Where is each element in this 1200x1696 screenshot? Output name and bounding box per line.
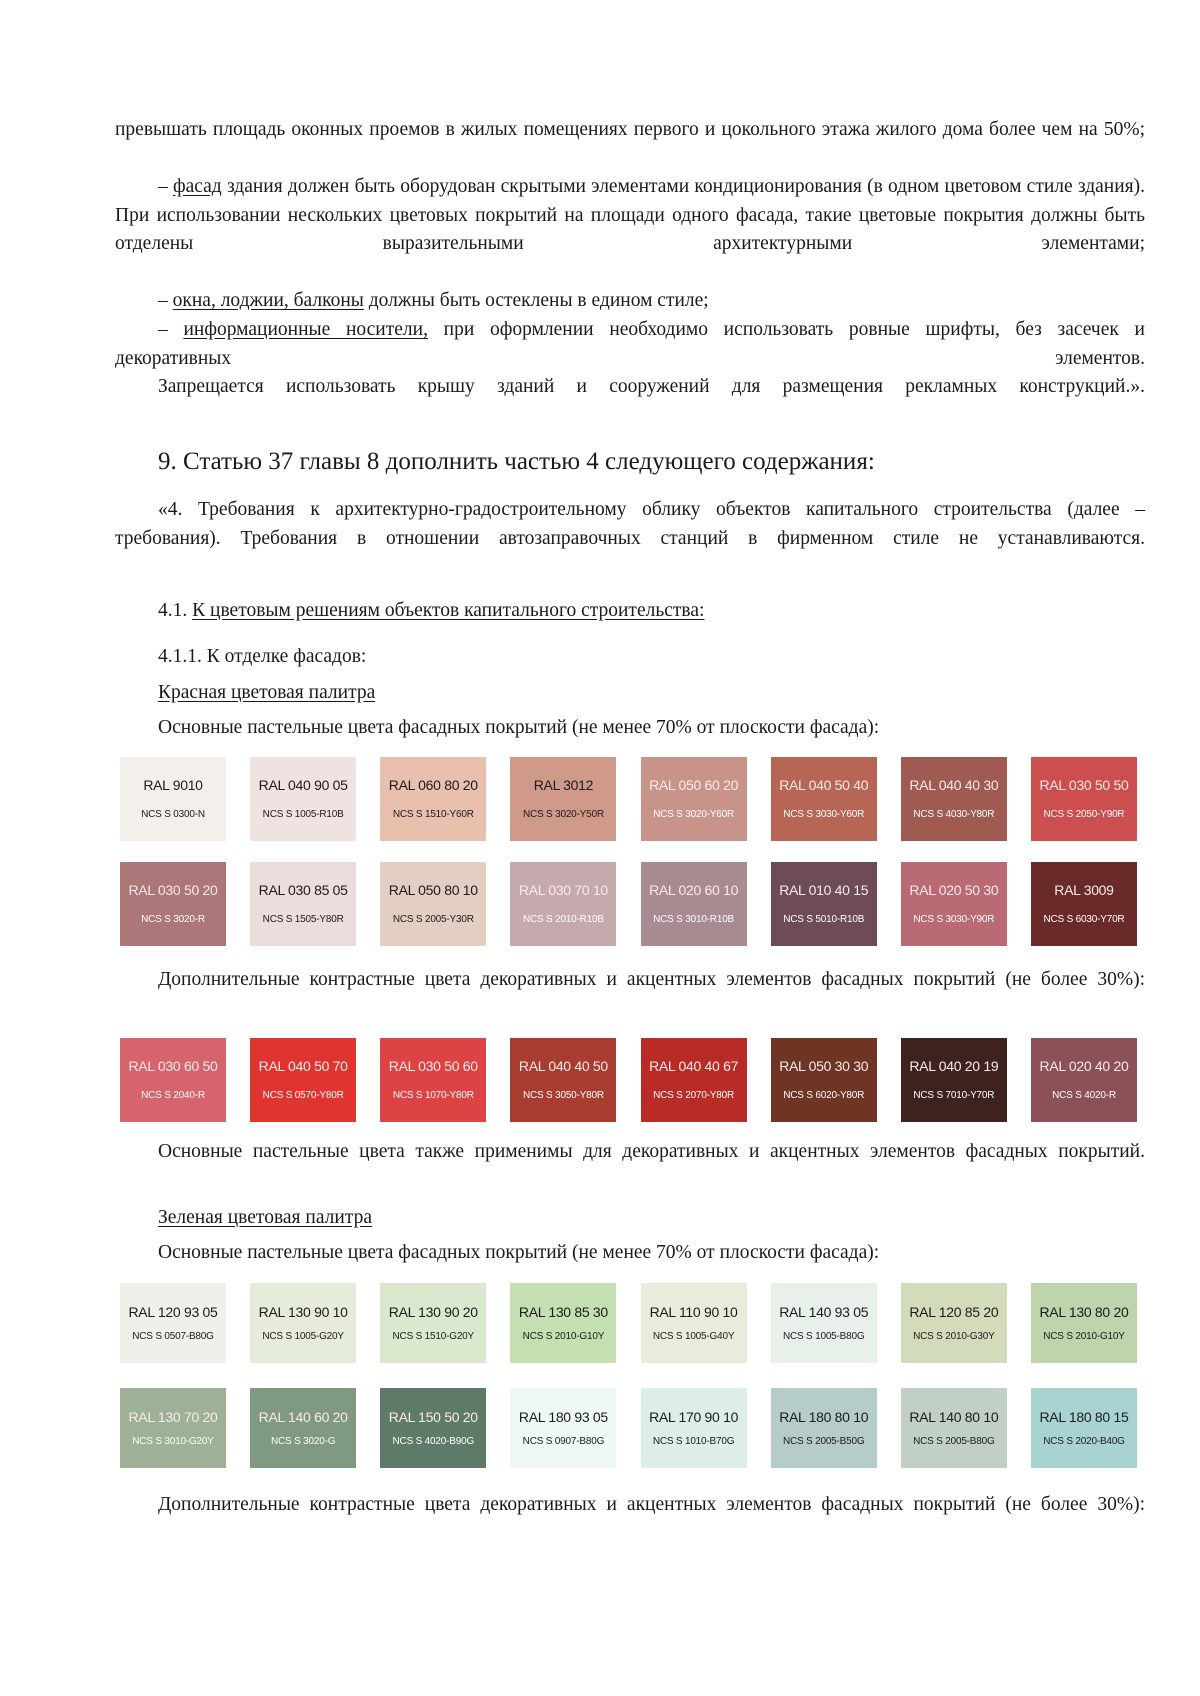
- ral-code: RAL 140 60 20: [258, 1408, 348, 1425]
- ral-code: RAL 130 90 10: [258, 1303, 348, 1320]
- ral-code: RAL 130 90 20: [388, 1303, 478, 1320]
- color-swatch: [380, 1038, 486, 1122]
- ncs-code: NCS S 1510-G20Y: [392, 1330, 475, 1342]
- color-swatch: [641, 1388, 747, 1468]
- ncs-code: NCS S 2010-R10B: [522, 914, 604, 925]
- color-swatch: [120, 1038, 226, 1122]
- red-extra-row: [120, 1038, 1137, 1122]
- ral-code: RAL 030 60 50: [128, 1058, 218, 1074]
- red-extra-caption: [115, 966, 1145, 995]
- green-extra-caption: [115, 1491, 1145, 1520]
- ral-code: RAL 020 40 20: [1039, 1058, 1129, 1074]
- color-swatch: [901, 1038, 1007, 1122]
- paragraph-text: «4. Требования к архитектурно-градостроительному облику объектов капитального строительства (далее – требования). Требования в отношении автозаправочных станций в фирменном стиле не устанавливаются.: [115, 499, 1145, 549]
- color-swatch: [250, 1283, 356, 1363]
- ral-code: RAL 110 90 10: [649, 1303, 738, 1320]
- ral-code: RAL 180 93 05: [518, 1408, 608, 1425]
- color-swatch: [901, 862, 1007, 946]
- ncs-code: NCS S 2010-G30Y: [913, 1330, 995, 1342]
- ncs-code: NCS S 3020-R: [141, 914, 205, 925]
- ral-code: RAL 120 85 20: [909, 1303, 999, 1320]
- paragraph-window-openings: [115, 116, 1145, 145]
- ncs-code: NCS S 2020-B40G: [1043, 1435, 1125, 1447]
- color-swatch: [250, 1388, 356, 1468]
- paragraph-text: здания должен быть оборудован скрытыми элементами кондиционирования (в одном цветовом стиле здания). При использовании нескольких цветовых покрытий на площади одного фасада, такие цветовые покрытия должны быть отделены выразительными архитектурными элементами;: [115, 176, 1146, 254]
- color-swatch: [771, 862, 877, 946]
- ncs-code: NCS S 1005-R10B: [262, 809, 344, 820]
- color-swatch: [250, 862, 356, 946]
- color-swatch: [380, 1388, 486, 1468]
- ncs-code: NCS S 5010-R10B: [783, 914, 865, 925]
- color-swatch: [380, 1283, 486, 1363]
- paragraph-info-carriers: [115, 316, 1145, 373]
- ral-code: RAL 020 50 30: [909, 882, 999, 898]
- ral-code: RAL 050 30 30: [779, 1058, 869, 1074]
- ncs-code: NCS S 3050-Y80R: [522, 1090, 604, 1101]
- caption-text: Дополнительные контрастные цвета декоративных и акцентных элементов фасадных покрытий (не более 30%):: [158, 1494, 1145, 1515]
- ral-code: RAL 040 20 19: [909, 1058, 999, 1074]
- ral-code: RAL 040 50 70: [258, 1058, 348, 1074]
- color-swatch: [901, 757, 1007, 841]
- paragraph-text: должны быть остеклены в едином стиле;: [363, 290, 709, 311]
- clause-number: 4.1.: [158, 600, 193, 621]
- ral-code: RAL 040 50 40: [779, 777, 869, 793]
- red-note: [115, 1138, 1145, 1167]
- ral-code: RAL 050 80 10: [388, 882, 478, 898]
- info-carriers-term: информационные носители,: [183, 319, 428, 340]
- ncs-code: NCS S 2070-Y80R: [653, 1090, 735, 1101]
- ral-code: RAL 030 70 10: [518, 882, 608, 898]
- color-swatch: [380, 757, 486, 841]
- color-swatch: [771, 1038, 877, 1122]
- color-swatch: [641, 1283, 747, 1363]
- color-swatch: [1031, 1283, 1137, 1363]
- ral-code: RAL 3009: [1054, 882, 1114, 898]
- list-dash: –: [158, 176, 173, 197]
- paragraph-facade: [115, 173, 1145, 259]
- ncs-code: NCS S 2050-Y90R: [1043, 809, 1125, 820]
- windows-term: окна, лоджии, балконы: [172, 290, 364, 311]
- ncs-code: NCS S 2005-Y30R: [392, 914, 474, 925]
- ncs-code: NCS S 0300-N: [141, 809, 205, 820]
- ral-code: RAL 040 40 67: [649, 1058, 739, 1074]
- clause-title: К цветовым решениям объектов капитального строительства:: [192, 600, 705, 621]
- color-swatch: [510, 757, 616, 841]
- color-swatch: [250, 1038, 356, 1122]
- section-heading: 9. Статью 37 главы 8 дополнить частью 4 следующего содержания:: [158, 448, 875, 475]
- ral-code: RAL 020 60 10: [649, 882, 739, 898]
- ncs-code: NCS S 2010-G10Y: [1043, 1330, 1125, 1342]
- ral-code: RAL 130 80 20: [1039, 1303, 1129, 1320]
- facade-term: фасад: [172, 176, 222, 197]
- color-swatch: [510, 1038, 616, 1122]
- green-main-row-2: [120, 1388, 1137, 1468]
- paragraph-text: при оформлении необходимо использовать ровные шрифты, без засечек и декоративных элементов.: [115, 319, 1145, 369]
- color-swatch: [510, 1388, 616, 1468]
- red-main-row-2: [120, 862, 1137, 946]
- ncs-code: NCS S 1005-G40Y: [652, 1330, 735, 1342]
- ral-code: RAL 040 90 05: [258, 777, 348, 793]
- caption-text: Основные пастельные цвета фасадных покрытий (не менее 70% от плоскости фасада):: [158, 717, 880, 738]
- color-swatch: [250, 757, 356, 841]
- green-main-caption: [115, 1239, 1145, 1268]
- ncs-code: NCS S 6030-Y70R: [1043, 914, 1125, 925]
- ral-code: RAL 170 90 10: [649, 1408, 739, 1425]
- palette-title: Красная цветовая палитра: [158, 682, 376, 703]
- ncs-code: NCS S 1005-B80G: [782, 1330, 865, 1342]
- green-main-row-1: [120, 1283, 1137, 1363]
- ncs-code: NCS S 3010-R10B: [653, 914, 735, 925]
- ral-code: RAL 030 50 50: [1039, 777, 1129, 793]
- ncs-code: NCS S 0507-B80G: [132, 1330, 214, 1342]
- ncs-code: NCS S 0570-Y80R: [262, 1090, 344, 1101]
- ral-code: RAL 050 60 20: [649, 777, 739, 793]
- color-swatch: [1031, 757, 1137, 841]
- ncs-code: NCS S 7010-Y70R: [913, 1090, 995, 1101]
- ral-code: RAL 180 80 10: [779, 1408, 869, 1425]
- paragraph-text: превышать площадь оконных проемов в жилых помещениях первого и цокольного этажа жилого дома более чем на 50%;: [115, 119, 1145, 140]
- color-swatch: [641, 862, 747, 946]
- ncs-code: NCS S 3020-G: [270, 1435, 336, 1447]
- ncs-code: NCS S 3020-Y60R: [653, 809, 735, 820]
- ral-code: RAL 060 80 20: [388, 777, 478, 793]
- red-main-caption: [115, 714, 1145, 743]
- color-swatch: [771, 1283, 877, 1363]
- paragraph-facade-finish: [115, 643, 1145, 672]
- paragraph-windows: [115, 287, 1145, 316]
- color-swatch: [380, 862, 486, 946]
- color-swatch: [120, 1283, 226, 1363]
- color-swatch: [510, 1283, 616, 1363]
- ncs-code: NCS S 4020-R: [1052, 1090, 1116, 1101]
- ncs-code: NCS S 3030-Y90R: [913, 914, 995, 925]
- ral-code: RAL 140 80 10: [909, 1408, 999, 1425]
- color-swatch: [1031, 1388, 1137, 1468]
- color-swatch: [641, 757, 747, 841]
- ncs-code: NCS S 1010-B70G: [652, 1435, 735, 1447]
- paragraph-roof-ban: [115, 373, 1145, 402]
- ncs-code: NCS S 3010-G20Y: [132, 1435, 214, 1447]
- color-swatch: [120, 1388, 226, 1468]
- color-swatch: [771, 1388, 877, 1468]
- color-swatch: [641, 1038, 747, 1122]
- ncs-code: NCS S 4030-Y80R: [913, 809, 995, 820]
- color-swatch: [1031, 1038, 1137, 1122]
- ncs-code: NCS S 0907-B80G: [522, 1435, 605, 1447]
- ral-code: RAL 040 40 30: [909, 777, 999, 793]
- color-swatch: [771, 757, 877, 841]
- paragraph-color-solutions: [115, 597, 1145, 626]
- color-swatch: [120, 757, 226, 841]
- list-dash: –: [158, 319, 184, 340]
- ral-code: RAL 030 50 20: [128, 882, 218, 898]
- ncs-code: NCS S 4020-B90G: [392, 1435, 475, 1447]
- color-swatch: [901, 1283, 1007, 1363]
- ncs-code: NCS S 1505-Y80R: [262, 914, 344, 925]
- ral-code: RAL 150 50 20: [388, 1408, 478, 1425]
- ral-code: RAL 040 40 50: [518, 1058, 608, 1074]
- ral-code: RAL 010 40 15: [779, 882, 869, 898]
- list-dash: –: [158, 290, 173, 311]
- color-swatch: [510, 862, 616, 946]
- ral-code: RAL 3012: [533, 777, 594, 793]
- color-swatch: [120, 862, 226, 946]
- ral-code: RAL 9010: [143, 777, 203, 793]
- ral-code: RAL 180 80 15: [1039, 1408, 1129, 1425]
- red-palette-title: [115, 679, 1145, 708]
- ncs-code: NCS S 6020-Y80R: [783, 1090, 865, 1101]
- caption-text: Дополнительные контрастные цвета декоративных и акцентных элементов фасадных покрытий (не более 30%):: [158, 969, 1145, 990]
- ncs-code: NCS S 3020-Y50R: [522, 809, 604, 820]
- ncs-code: NCS S 2040-R: [141, 1090, 205, 1101]
- ncs-code: NCS S 2010-G10Y: [522, 1330, 605, 1342]
- ncs-code: NCS S 1510-Y60R: [392, 809, 474, 820]
- ncs-code: NCS S 2005-B50G: [782, 1435, 865, 1447]
- paragraph-requirements: [115, 496, 1145, 553]
- palette-title: Зеленая цветовая палитра: [158, 1207, 372, 1228]
- ral-code: RAL 140 93 05: [779, 1303, 869, 1320]
- color-swatch: [901, 1388, 1007, 1468]
- paragraph-text: Основные пастельные цвета также применимы для декоративных и акцентных элементов фасадных покрытий.: [158, 1141, 1145, 1162]
- paragraph-text: Запрещается использовать крышу зданий и сооружений для размещения рекламных конструкций.».: [158, 376, 1145, 397]
- red-main-row-1: [120, 757, 1137, 841]
- paragraph-text: 4.1.1. К отделке фасадов:: [158, 646, 367, 667]
- ral-code: RAL 030 85 05: [258, 882, 348, 898]
- ral-code: RAL 130 70 20: [128, 1408, 218, 1425]
- ral-code: RAL 130 85 30: [518, 1303, 608, 1320]
- ncs-code: NCS S 1070-Y80R: [392, 1090, 474, 1101]
- color-swatch: [1031, 862, 1137, 946]
- ral-code: RAL 120 93 05: [128, 1303, 218, 1320]
- ncs-code: NCS S 1005-G20Y: [262, 1330, 344, 1342]
- ncs-code: NCS S 2005-B80G: [913, 1435, 995, 1447]
- ral-code: RAL 030 50 60: [388, 1058, 478, 1074]
- green-palette-title: [115, 1204, 1145, 1233]
- caption-text: Основные пастельные цвета фасадных покрытий (не менее 70% от плоскости фасада):: [158, 1242, 880, 1263]
- ncs-code: NCS S 3030-Y60R: [783, 809, 865, 820]
